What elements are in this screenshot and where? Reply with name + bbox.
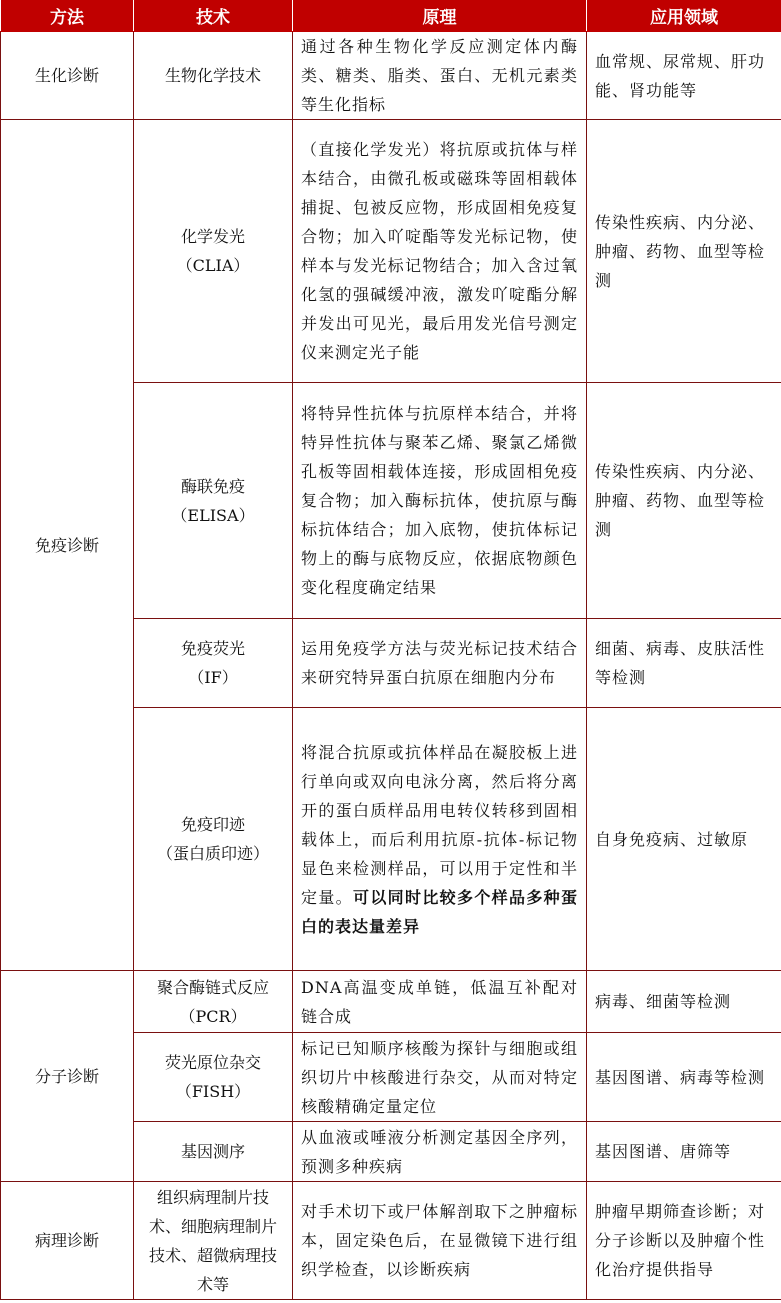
application-cell: 传染性疾病、内分泌、肿瘤、药物、血型等检测 [587,383,781,619]
technology-cell: 基因测序 [134,1122,293,1182]
method-cell: 生化诊断 [1,32,134,120]
header-technology: 技术 [134,0,293,32]
header-application: 应用领域 [587,0,781,32]
principle-cell: 通过各种生物化学反应测定体内酶类、糖类、脂类、蛋白、无机元素类等生化指标 [293,32,587,120]
method-cell: 分子诊断 [1,971,134,1182]
principle-cell: 从血液或唾液分析测定基因全序列，预测多种疾病 [293,1122,587,1182]
table-row [1,971,781,1033]
header-method: 方法 [1,0,134,32]
principle-cell: （直接化学发光）将抗原或抗体与样本结合，由微孔板或磁珠等固相载体捕捉、包被反应物，形成固相免疫复合物；加入吖啶酯等发光标记物，使样本与发光标记物结合；加入含过氧化氢的强碱缓冲液，激发吖啶酯分解并发出可见光，最后用发光信号测定仪来测定光子能 [293,120,587,383]
application-cell: 血常规、尿常规、肝功能、肾功能等 [587,32,781,120]
technology-cell: 荧光原位杂交 （FISH） [134,1033,293,1122]
principle-cell: 对手术切下或尸体解剖取下之肿瘤标本，固定染色后，在显微镜下进行组织学检查，以诊断疾病 [293,1182,587,1300]
principle-cell: 标记已知顺序核酸为探针与细胞或组织切片中核酸进行杂交，从而对特定核酸精确定量定位 [293,1033,587,1122]
principle-cell: DNA高温变成单链，低温互补配对链合成 [293,971,587,1033]
technology-cell: 生物化学技术 [134,32,293,120]
technology-cell: 聚合酶链式反应 （PCR） [134,971,293,1033]
header-row [1,0,781,32]
application-cell: 传染性疾病、内分泌、肿瘤、药物、血型等检测 [587,120,781,383]
table-row [1,120,781,383]
technology-cell: 组织病理制片技术、细胞病理制片技术、超微病理技术等 [134,1182,293,1300]
application-cell: 基因图谱、病毒等检测 [587,1033,781,1122]
method-cell: 免疫诊断 [1,120,134,971]
principle-cell: 将特异性抗体与抗原样本结合，并将特异性抗体与聚苯乙烯、聚氯乙烯微孔板等固相载体连接，形成固相免疫复合物；加入酶标抗体，使抗原与酶标抗体结合；加入底物，使抗体标记物上的酶与底物反应，依据底物颜色变化程度确定结果 [293,383,587,619]
table-row [1,1182,781,1300]
application-cell: 肿瘤早期筛查诊断；对分子诊断以及肿瘤个性化治疗提供指导 [587,1182,781,1300]
application-cell: 病毒、细菌等检测 [587,971,781,1033]
method-cell: 病理诊断 [1,1182,134,1300]
principle-cell: 运用免疫学方法与荧光标记技术结合来研究特异蛋白抗原在细胞内分布 [293,619,587,708]
application-cell: 基因图谱、唐筛等 [587,1122,781,1182]
technology-cell: 免疫荧光 （IF） [134,619,293,708]
principle-text: 将混合抗原或抗体样品在凝胶板上进行单向或双向电泳分离，然后将分离开的蛋白质样品用电转仪转移到固相载体上，而后利用抗原-抗体-标记物显色来检测样品，可以用于定性和半定量。 [301,742,578,907]
technology-cell: 酶联免疫 （ELISA） [134,383,293,619]
application-cell: 细菌、病毒、皮肤活性等检测 [587,619,781,708]
application-cell: 自身免疫病、过敏原 [587,708,781,971]
technology-cell: 免疫印迹 （蛋白质印迹） [134,708,293,971]
technology-cell: 化学发光 （CLIA） [134,120,293,383]
header-principle: 原理 [293,0,587,32]
principle-emphasis: 可以同时比较多个样品多种蛋白的表达量差异 [301,887,578,936]
principle-cell [293,708,587,971]
table-row [1,32,781,120]
